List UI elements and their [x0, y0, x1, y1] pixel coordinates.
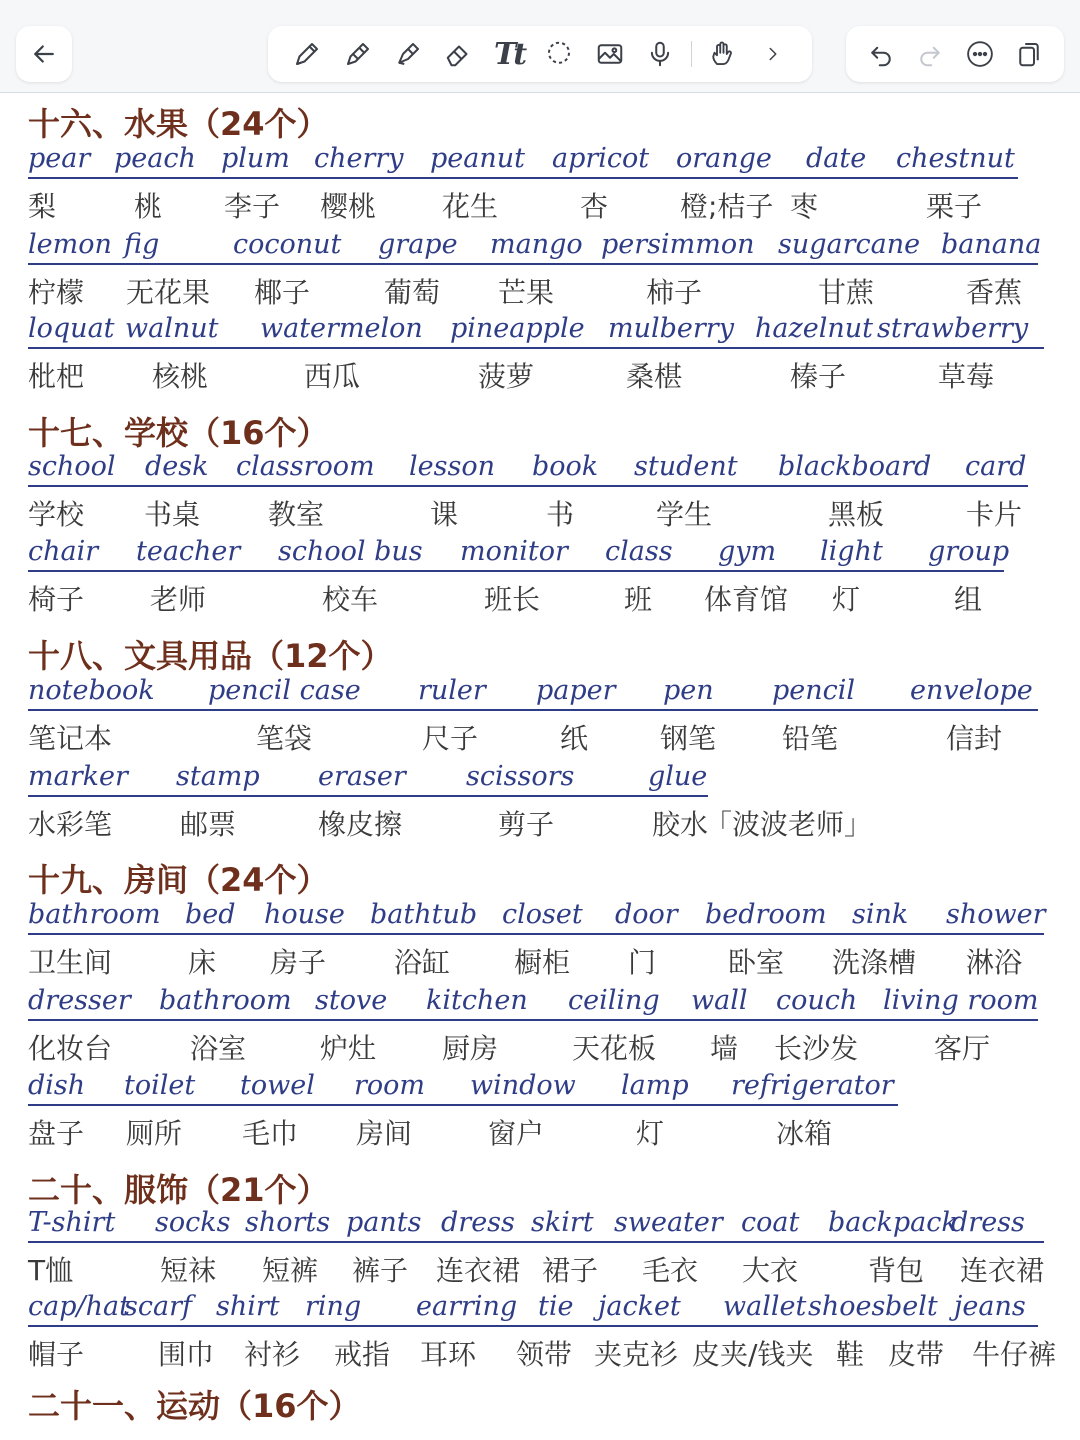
- english-word: backpack: [828, 1207, 958, 1238]
- english-word: pants: [346, 1207, 422, 1238]
- chinese-translation: 笔记本: [28, 722, 113, 755]
- english-word: hazelnut: [755, 313, 873, 344]
- chinese-translation: 衬衫: [244, 1338, 301, 1371]
- chinese-translation: 信封: [946, 722, 1003, 755]
- chinese-translation: 客厅: [934, 1032, 991, 1065]
- chinese-translation: 钢笔: [660, 722, 717, 755]
- english-word: light: [820, 536, 883, 567]
- english-word: lemon: [28, 229, 112, 260]
- chinese-translation: 夹克衫: [594, 1338, 679, 1371]
- chinese-translation: 窗户: [488, 1117, 545, 1150]
- english-word: scarf: [124, 1291, 192, 1322]
- chinese-translation: 橱柜: [514, 946, 571, 979]
- text-tool-icon: Tt: [493, 36, 525, 72]
- english-word-row: [28, 449, 1028, 487]
- english-word: bathroom: [28, 899, 161, 930]
- english-word: cap/hat: [28, 1291, 130, 1322]
- chinese-translation: 桑椹: [626, 360, 683, 393]
- chinese-translation: 甘蔗: [818, 276, 875, 309]
- english-word: group: [928, 536, 1010, 567]
- microphone-icon: [645, 39, 675, 69]
- chinese-translation: 淋浴: [966, 946, 1023, 979]
- english-word-row: [28, 534, 1010, 572]
- chinese-translation: 李子: [224, 190, 281, 223]
- english-word: school bus: [278, 536, 423, 567]
- chinese-translation: 天花板: [572, 1032, 657, 1065]
- pages-button[interactable]: [1009, 34, 1049, 74]
- english-word: sink: [852, 899, 909, 930]
- english-word: sweater: [614, 1207, 723, 1238]
- english-word: refrigerator: [731, 1070, 894, 1101]
- chinese-translation: 组: [954, 583, 983, 616]
- english-word-row: [28, 1205, 1044, 1243]
- english-word: strawberry: [877, 313, 1029, 344]
- chinese-translation: 学生: [656, 498, 713, 531]
- chinese-translation: 班: [624, 583, 653, 616]
- pencil-icon: [292, 39, 322, 69]
- chinese-translation: 化妆台: [28, 1032, 113, 1065]
- chinese-translation: 葡萄: [384, 276, 441, 309]
- english-word: lesson: [409, 451, 495, 482]
- chinese-translation: 长沙发: [774, 1032, 859, 1065]
- chinese-translation: 橙;桔子: [680, 190, 774, 223]
- english-word: stove: [315, 985, 388, 1016]
- chinese-translation: 「波波老师」: [704, 808, 873, 841]
- chinese-translation: 洗涤槽: [832, 946, 917, 979]
- chinese-translation: 胶水: [652, 808, 709, 841]
- chinese-translation: 桃: [134, 190, 163, 223]
- english-word: skirt: [531, 1207, 594, 1238]
- action-pill: [846, 26, 1064, 82]
- english-word: pencil case: [208, 675, 361, 706]
- highlighter-icon: [393, 39, 423, 69]
- microphone-button[interactable]: [640, 34, 680, 74]
- english-word: pear: [28, 143, 91, 174]
- english-word-row: [28, 311, 1044, 349]
- english-word: apricot: [552, 143, 650, 174]
- image-button[interactable]: [590, 34, 630, 74]
- english-word: peach: [114, 143, 196, 174]
- chinese-translation: 杏: [580, 190, 609, 223]
- chinese-translation: 灯: [636, 1117, 665, 1150]
- english-word-row: [28, 673, 1038, 711]
- chinese-translation: 浴缸: [394, 946, 451, 979]
- chinese-translation: 鞋: [836, 1338, 865, 1371]
- english-word: living room: [883, 985, 1039, 1016]
- english-word: dresser: [28, 985, 131, 1016]
- chinese-translation: 西瓜: [304, 360, 361, 393]
- chinese-translation: 卫生间: [28, 946, 113, 979]
- chinese-translation: 灯: [832, 583, 861, 616]
- english-word: wallet: [723, 1291, 807, 1322]
- text-tool-button[interactable]: [489, 34, 529, 74]
- english-word: ruler: [418, 675, 486, 706]
- english-word: sugarcane: [778, 229, 921, 260]
- chinese-translation: 房子: [270, 946, 327, 979]
- english-word-row: [28, 759, 708, 797]
- chinese-translation: 老师: [150, 583, 207, 616]
- chinese-translation: 盘子: [28, 1117, 85, 1150]
- chinese-translation: 书桌: [144, 498, 201, 531]
- chinese-translation: 纸: [560, 722, 589, 755]
- chinese-translation: 橡皮擦: [318, 808, 403, 841]
- english-word: bathtub: [370, 899, 478, 930]
- pencil-button[interactable]: [287, 34, 327, 74]
- english-word: earring: [416, 1291, 518, 1322]
- chinese-translation: 尺子: [422, 722, 479, 755]
- hand-draw-icon: [707, 39, 737, 69]
- english-word: bathroom: [159, 985, 292, 1016]
- english-word-row: [28, 897, 1044, 935]
- english-word: tie: [538, 1291, 574, 1322]
- english-word: card: [965, 451, 1027, 482]
- highlighter-button[interactable]: [388, 34, 428, 74]
- chinese-translation: 房间: [356, 1117, 413, 1150]
- chinese-translation: 邮票: [180, 808, 237, 841]
- english-word: pen: [663, 675, 714, 706]
- chinese-translation: 柿子: [646, 276, 703, 309]
- eraser-button[interactable]: [439, 34, 479, 74]
- pages-icon: [1014, 39, 1044, 69]
- chinese-translation: 芒果: [498, 276, 555, 309]
- chinese-translation: T恤: [28, 1254, 74, 1287]
- more-button[interactable]: [960, 34, 1000, 74]
- english-word: cherry: [314, 143, 404, 174]
- chinese-translation: 樱桃: [320, 190, 377, 223]
- chinese-translation: 黑板: [828, 498, 885, 531]
- english-word: coconut: [233, 229, 342, 260]
- english-word: kitchen: [426, 985, 528, 1016]
- undo-icon: [866, 39, 896, 69]
- chinese-translation: 床: [188, 946, 217, 979]
- english-word: classroom: [236, 451, 375, 482]
- chinese-translation: 帽子: [28, 1338, 85, 1371]
- chinese-translation: 厕所: [126, 1117, 183, 1150]
- section-heading: 十九、房间（24个）: [28, 861, 329, 899]
- chinese-translation: 水彩笔: [28, 808, 113, 841]
- chinese-translation: 大衣: [742, 1254, 799, 1287]
- eraser-icon: [444, 39, 474, 69]
- chinese-translation: 墙: [710, 1032, 739, 1065]
- toolbar-separator: [691, 41, 692, 67]
- english-word: toilet: [124, 1070, 196, 1101]
- english-word-row: [28, 1289, 1038, 1327]
- toolbar: [0, 0, 1080, 93]
- lasso-button[interactable]: [539, 34, 579, 74]
- english-word: glue: [648, 761, 708, 792]
- english-word: wall: [691, 985, 748, 1016]
- chinese-translation: 领带: [516, 1338, 573, 1371]
- english-word: paper: [536, 675, 616, 706]
- chinese-translation: 炉灶: [320, 1032, 377, 1065]
- back-pill: [16, 26, 72, 82]
- chinese-translation: 栗子: [926, 190, 983, 223]
- english-word-row: [28, 227, 1042, 265]
- english-word-row: [28, 141, 1018, 179]
- english-word: mango: [490, 229, 583, 260]
- english-word: belt: [885, 1291, 938, 1322]
- english-word: couch: [776, 985, 858, 1016]
- arrow-left-icon: [29, 39, 59, 69]
- chinese-translation: 校车: [322, 583, 379, 616]
- chinese-translation: 书: [546, 498, 575, 531]
- pen-icon: [343, 39, 373, 69]
- english-word: closet: [502, 899, 583, 930]
- english-word: ceiling: [568, 985, 660, 1016]
- chinese-translation: 牛仔裤: [972, 1338, 1057, 1371]
- english-word: shoes: [808, 1291, 886, 1322]
- more-tools-button[interactable]: [753, 34, 793, 74]
- english-word: class: [605, 536, 673, 567]
- english-word-row: [28, 983, 1038, 1021]
- section-heading: 二十一、运动（16个）: [28, 1387, 361, 1425]
- english-word: room: [354, 1070, 426, 1101]
- english-word: envelope: [910, 675, 1033, 706]
- english-word: window: [470, 1070, 576, 1101]
- english-word: dish: [28, 1070, 86, 1101]
- english-word: pencil: [772, 675, 856, 706]
- lasso-icon: [544, 39, 574, 69]
- english-word: scissors: [466, 761, 575, 792]
- english-word: dress: [441, 1207, 515, 1238]
- english-word: chestnut: [896, 143, 1015, 174]
- chinese-translation: 菠萝: [478, 360, 535, 393]
- chinese-translation: 皮夹/钱夹: [692, 1338, 814, 1371]
- english-word: blackboard: [778, 451, 932, 482]
- chinese-translation: 裙子: [542, 1254, 599, 1287]
- chinese-translation: 短袜: [160, 1254, 217, 1287]
- chinese-translation: 皮带: [888, 1338, 945, 1371]
- chinese-translation: 毛巾: [242, 1117, 299, 1150]
- english-word: grape: [378, 229, 458, 260]
- redo-icon: [915, 39, 945, 69]
- english-word: book: [532, 451, 599, 482]
- chinese-translation: 厨房: [442, 1032, 499, 1065]
- english-word: marker: [28, 761, 128, 792]
- english-word: watermelon: [260, 313, 423, 344]
- chinese-translation: 戒指: [334, 1338, 391, 1371]
- chinese-translation: 枇杷: [28, 360, 85, 393]
- english-word: shower: [946, 899, 1046, 930]
- chinese-translation: 核桃: [152, 360, 209, 393]
- undo-button[interactable]: [861, 34, 901, 74]
- chinese-translation: 铅笔: [782, 722, 839, 755]
- english-word: loquat: [28, 313, 115, 344]
- chinese-translation: 香蕉: [966, 276, 1023, 309]
- tool-palette: [268, 26, 812, 82]
- english-word: gym: [718, 536, 777, 567]
- english-word: school: [28, 451, 116, 482]
- english-word: teacher: [136, 536, 241, 567]
- english-word: door: [615, 899, 678, 930]
- chinese-translation: 笔袋: [256, 722, 313, 755]
- chinese-translation: 短裤: [262, 1254, 319, 1287]
- chinese-translation: 卡片: [966, 498, 1023, 531]
- section-heading: 十八、文具用品（12个）: [28, 637, 393, 675]
- chinese-translation: 无花果: [126, 276, 211, 309]
- chinese-translation: 枣: [790, 190, 819, 223]
- chinese-translation: 课: [430, 498, 459, 531]
- chinese-translation: 榛子: [790, 360, 847, 393]
- english-word: mulberry: [608, 313, 734, 344]
- english-word: walnut: [125, 313, 219, 344]
- chinese-translation: 毛衣: [642, 1254, 699, 1287]
- english-word: orange: [676, 143, 772, 174]
- chinese-translation: 浴室: [190, 1032, 247, 1065]
- chinese-translation: 班长: [484, 583, 541, 616]
- chinese-translation: 冰箱: [776, 1117, 833, 1150]
- english-word: towel: [240, 1070, 315, 1101]
- english-word: house: [264, 899, 345, 930]
- chinese-translation: 体育馆: [704, 583, 789, 616]
- english-word: jeans: [954, 1291, 1026, 1322]
- more-icon: [965, 39, 995, 69]
- english-word: coat: [741, 1207, 800, 1238]
- english-word-row: [28, 1068, 898, 1106]
- english-word: date: [806, 143, 867, 174]
- chinese-translation: 裤子: [352, 1254, 409, 1287]
- chinese-translation: 草莓: [938, 360, 995, 393]
- english-word: shirt: [216, 1291, 280, 1322]
- chinese-translation: 连衣裙: [960, 1254, 1045, 1287]
- english-word: bedroom: [705, 899, 827, 930]
- english-word: pineapple: [450, 313, 585, 344]
- section-heading: 十七、学校（16个）: [28, 414, 329, 452]
- chinese-translation: 柠檬: [28, 276, 85, 309]
- english-word: jacket: [598, 1291, 681, 1322]
- english-word: desk: [145, 451, 209, 482]
- english-word: student: [634, 451, 738, 482]
- chinese-translation: 椰子: [254, 276, 311, 309]
- chinese-translation: 梨: [28, 190, 57, 223]
- english-word: fig: [124, 229, 160, 260]
- note-canvas[interactable]: [0, 93, 1080, 1440]
- chinese-translation: 教室: [268, 498, 325, 531]
- chinese-translation: 围巾: [158, 1338, 215, 1371]
- section-heading: 二十、服饰（21个）: [28, 1171, 329, 1209]
- chinese-translation: 学校: [28, 498, 85, 531]
- english-word: bed: [185, 899, 236, 930]
- hand-draw-button[interactable]: [702, 34, 742, 74]
- english-word: ring: [305, 1291, 362, 1322]
- english-word: chair: [28, 536, 99, 567]
- english-word: lamp: [621, 1070, 689, 1101]
- english-word: T-shirt: [28, 1207, 116, 1238]
- english-word: stamp: [176, 761, 260, 792]
- english-word: dress: [951, 1207, 1025, 1238]
- chevron-right-icon: [762, 43, 784, 65]
- chinese-translation: 连衣裙: [436, 1254, 521, 1287]
- english-word: notebook: [28, 675, 155, 706]
- english-word: socks: [155, 1207, 231, 1238]
- chinese-translation: 花生: [442, 190, 499, 223]
- english-word: eraser: [318, 761, 406, 792]
- english-word: peanut: [430, 143, 525, 174]
- image-icon: [595, 39, 625, 69]
- chinese-translation: 背包: [868, 1254, 925, 1287]
- english-word: banana: [941, 229, 1042, 260]
- chinese-translation: 剪子: [498, 808, 555, 841]
- redo-button[interactable]: [910, 34, 950, 74]
- english-word: monitor: [460, 536, 568, 567]
- section-heading: 十六、水果（24个）: [28, 105, 329, 143]
- chinese-translation: 门: [628, 946, 657, 979]
- chinese-translation: 椅子: [28, 583, 85, 616]
- chinese-translation: 卧室: [728, 946, 785, 979]
- back-button[interactable]: [24, 34, 64, 74]
- pen-button[interactable]: [338, 34, 378, 74]
- english-word: persimmon: [601, 229, 755, 260]
- chinese-translation: 耳环: [420, 1338, 477, 1371]
- english-word: plum: [221, 143, 290, 174]
- english-word: shorts: [245, 1207, 331, 1238]
